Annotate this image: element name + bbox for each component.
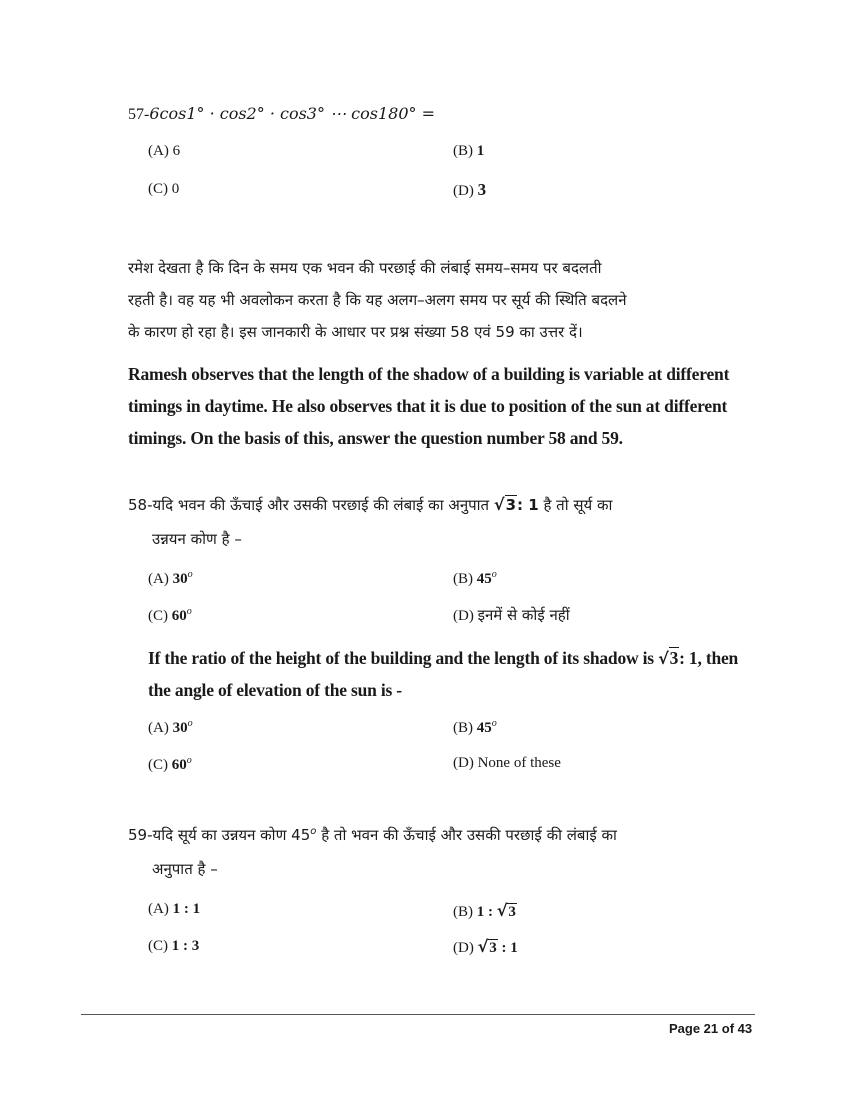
sqrt-expression <box>494 495 517 514</box>
option-label: (C) <box>148 181 168 197</box>
q58-english-option-a <box>148 718 193 737</box>
q58-english-text-b: : 1, then <box>679 648 739 668</box>
q58-hindi-line-1 <box>128 495 612 515</box>
passage-english-line-1: Ramesh observes that the length of the shadow of a building is variable at different <box>128 364 730 384</box>
option-label: (D) <box>453 755 474 771</box>
sqrt-expression <box>497 901 517 921</box>
sqrt-icon: √ <box>658 649 669 668</box>
option-label: (A) <box>148 720 169 736</box>
option-label: (B) <box>453 571 473 587</box>
q58-english-line-2: the angle of elevation of the sun is - <box>148 680 402 700</box>
option-label: (A) <box>148 901 169 917</box>
q59-option-b <box>453 901 517 921</box>
option-label: (B) <box>453 720 473 736</box>
passage-hindi-line-1: रमेश देखता है कि दिन के समय एक भवन की परछाई की लंबाई समय–समय पर बदलती <box>128 259 602 277</box>
option-label: (D) <box>453 608 474 624</box>
option-value: 1 : 1 <box>172 901 201 917</box>
q59-option-d <box>453 937 518 957</box>
degree-symbol: o <box>186 755 192 766</box>
page-number: Page 21 of 43 <box>669 1021 753 1036</box>
option-label: (C) <box>148 608 168 624</box>
option-value: 30 <box>172 720 188 736</box>
sqrt-expression <box>658 648 679 669</box>
q57-question <box>128 104 435 124</box>
option-value: 3 <box>477 180 487 199</box>
passage-english-line-3: timings. On the basis of this, answer the question number 58 and 59. <box>128 428 623 448</box>
degree-symbol: o <box>491 718 497 729</box>
q57-option-a <box>148 143 180 160</box>
sqrt-icon: √ <box>493 495 505 514</box>
passage-english-line-2: timings in daytime. He also observes that it is due to position of the sun at different <box>128 396 728 416</box>
option-value: 1 <box>476 143 485 159</box>
q58-english-option-b <box>453 718 497 737</box>
option-value: 1 : <box>476 904 497 920</box>
option-value: 30 <box>172 571 188 587</box>
option-label: (C) <box>148 757 168 773</box>
sqrt-icon: √ <box>477 937 489 956</box>
degree-symbol: o <box>491 569 497 580</box>
passage-hindi-line-3: के कारण हो रहा है। इस जानकारी के आधार पर प्रश्न संख्या 58 एवं 59 का उत्तर दें। <box>128 323 583 341</box>
option-value: 45 <box>476 571 492 587</box>
option-value: : 1 <box>497 940 518 956</box>
q59-hindi-text-b: है तो भवन की ऊँचाई और उसकी परछाई की लंबाई का <box>321 826 617 844</box>
q57-expression: 6cos1° · cos2° · cos3° ⋯ cos180° = <box>149 104 435 123</box>
degree-symbol: o <box>186 606 192 617</box>
q58-english-option-d <box>453 755 561 772</box>
sqrt-icon: √ <box>496 901 508 920</box>
option-value: 60 <box>171 757 187 773</box>
q59-hindi-text: यदि सूर्य का उन्नयन कोण 45 <box>152 826 311 844</box>
option-label: (A) <box>148 571 169 587</box>
q59-hindi-line-1 <box>128 825 617 845</box>
q58-hindi-text: यदि भवन की ऊँचाई और उसकी परछाई की लंबाई का अनुपात <box>152 496 490 514</box>
degree-symbol: o <box>310 826 317 837</box>
q58-english-line-1 <box>148 648 738 669</box>
q59-number: 59- <box>128 826 153 844</box>
option-value: None of these <box>477 755 561 771</box>
option-value: 1 : 3 <box>171 938 200 954</box>
q58-hindi-text-b: है तो सूर्य का <box>543 496 613 514</box>
option-value: 45 <box>476 720 492 736</box>
q59-option-a <box>148 901 200 918</box>
radicand: 3 <box>669 648 679 668</box>
degree-symbol: o <box>187 569 193 580</box>
q58-hindi-option-c <box>148 606 192 625</box>
option-value: 60 <box>171 608 187 624</box>
option-label: (B) <box>453 904 473 920</box>
q59-option-c <box>148 938 199 955</box>
footer-divider <box>81 1014 755 1015</box>
q57-option-d <box>453 180 486 200</box>
q58-english-text: If the ratio of the height of the building and the length of its shadow is <box>148 648 654 668</box>
option-value: इनमें से कोई नहीं <box>477 606 570 624</box>
radicand: 3 <box>489 940 497 956</box>
option-value: 0 <box>171 181 180 197</box>
q58-hindi-option-d <box>453 605 570 625</box>
q58-hindi-line-2: उन्नयन कोण है – <box>152 530 242 548</box>
option-label: (C) <box>148 938 168 954</box>
option-label: (D) <box>453 183 474 199</box>
sqrt-expression <box>478 937 498 957</box>
degree-symbol: o <box>187 718 193 729</box>
q57-number: 57- <box>128 106 150 123</box>
passage-hindi-line-2: रहती है। वह यह भी अवलोकन करता है कि यह अलग–अलग समय पर सूर्य की स्थिति बदलने <box>128 291 627 309</box>
q59-hindi-line-2: अनुपात है – <box>152 860 218 878</box>
radicand: 3 <box>508 904 516 920</box>
q58-english-option-c <box>148 755 192 774</box>
option-label: (A) <box>148 143 169 159</box>
q57-option-b <box>453 143 484 160</box>
q58-hindi-option-b <box>453 569 497 588</box>
option-label: (B) <box>453 143 473 159</box>
option-label: (D) <box>453 940 474 956</box>
ratio-rest: : 1 <box>517 496 539 514</box>
q57-option-c <box>148 181 179 198</box>
radicand: 3 <box>505 496 516 514</box>
q58-hindi-option-a <box>148 569 193 588</box>
option-value: 6 <box>172 143 181 159</box>
q58-number: 58- <box>128 496 153 514</box>
